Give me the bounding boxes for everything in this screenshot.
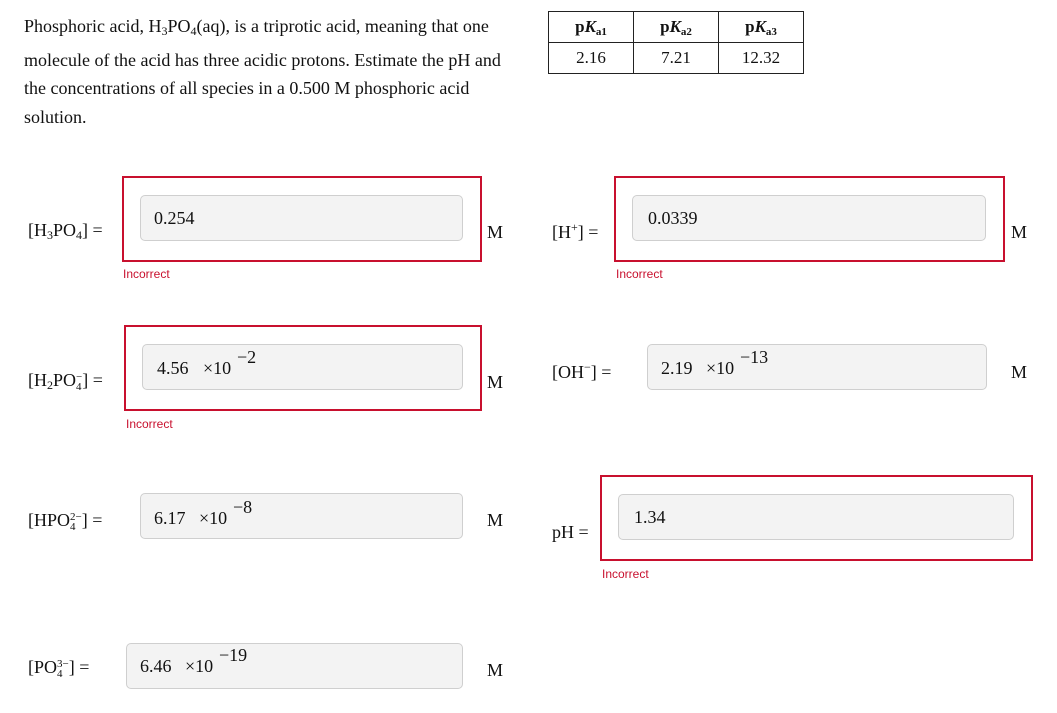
question-text: Phosphoric acid, $H_3PO_4(aq)$, is a triprotic acid, meaning that one molecule of the acid has three acidic protons. Estimate the pH and the concentrations of all species in a 0.500 M phosphoric acid solution. <box>24 16 501 127</box>
oh-minus-unit: M <box>1011 362 1028 382</box>
ph-label: pH = <box>552 522 589 542</box>
hpo4-label: [HPO 2− 4 ] = <box>28 510 103 533</box>
pka-table <box>548 11 804 74</box>
oh-minus-label: [OH−] = <box>552 360 612 382</box>
po4-unit: M <box>487 660 504 680</box>
h3po4-input[interactable]: 0.254 <box>140 195 463 241</box>
h2po4-input[interactable]: 4.56 ×10 −2 <box>142 344 463 390</box>
hpo4-unit: M <box>487 510 504 530</box>
h3po4-label: $[H_3PO_4]$ = <box>28 220 103 242</box>
pka2-header: $pK_{a2}$ <box>634 12 719 43</box>
pka2-value: 7.21 <box>634 43 719 74</box>
po4-input[interactable]: 6.46 ×10 −19 <box>126 643 463 689</box>
pka3-value: 12.32 <box>719 43 804 74</box>
po4-label: [PO 3− 4 ] = <box>28 657 90 680</box>
pka1-header: $pK_{a1}$ <box>549 12 634 43</box>
ph-feedback: Incorrect <box>602 567 649 581</box>
h-plus-label: [H+] = <box>552 220 599 242</box>
pka3-header: $pK_{a3}$ <box>719 12 804 43</box>
h-plus-input[interactable]: 0.0339 <box>632 195 986 241</box>
pka1-value: 2.16 <box>549 43 634 74</box>
h2po4-feedback: Incorrect <box>126 417 173 431</box>
h-plus-unit: M <box>1011 222 1028 242</box>
h2po4-unit: M <box>487 372 504 392</box>
h2po4-label: [$H_2PO$ − 4 ] = <box>28 370 103 393</box>
hpo4-input[interactable]: 6.17 ×10 −8 <box>140 493 463 539</box>
h3po4-unit: M <box>487 222 504 242</box>
h-plus-feedback: Incorrect <box>616 267 663 281</box>
oh-minus-input[interactable]: 2.19 ×10 −13 <box>647 344 987 390</box>
h3po4-feedback: Incorrect <box>123 267 170 281</box>
ph-input[interactable]: 1.34 <box>618 494 1014 540</box>
